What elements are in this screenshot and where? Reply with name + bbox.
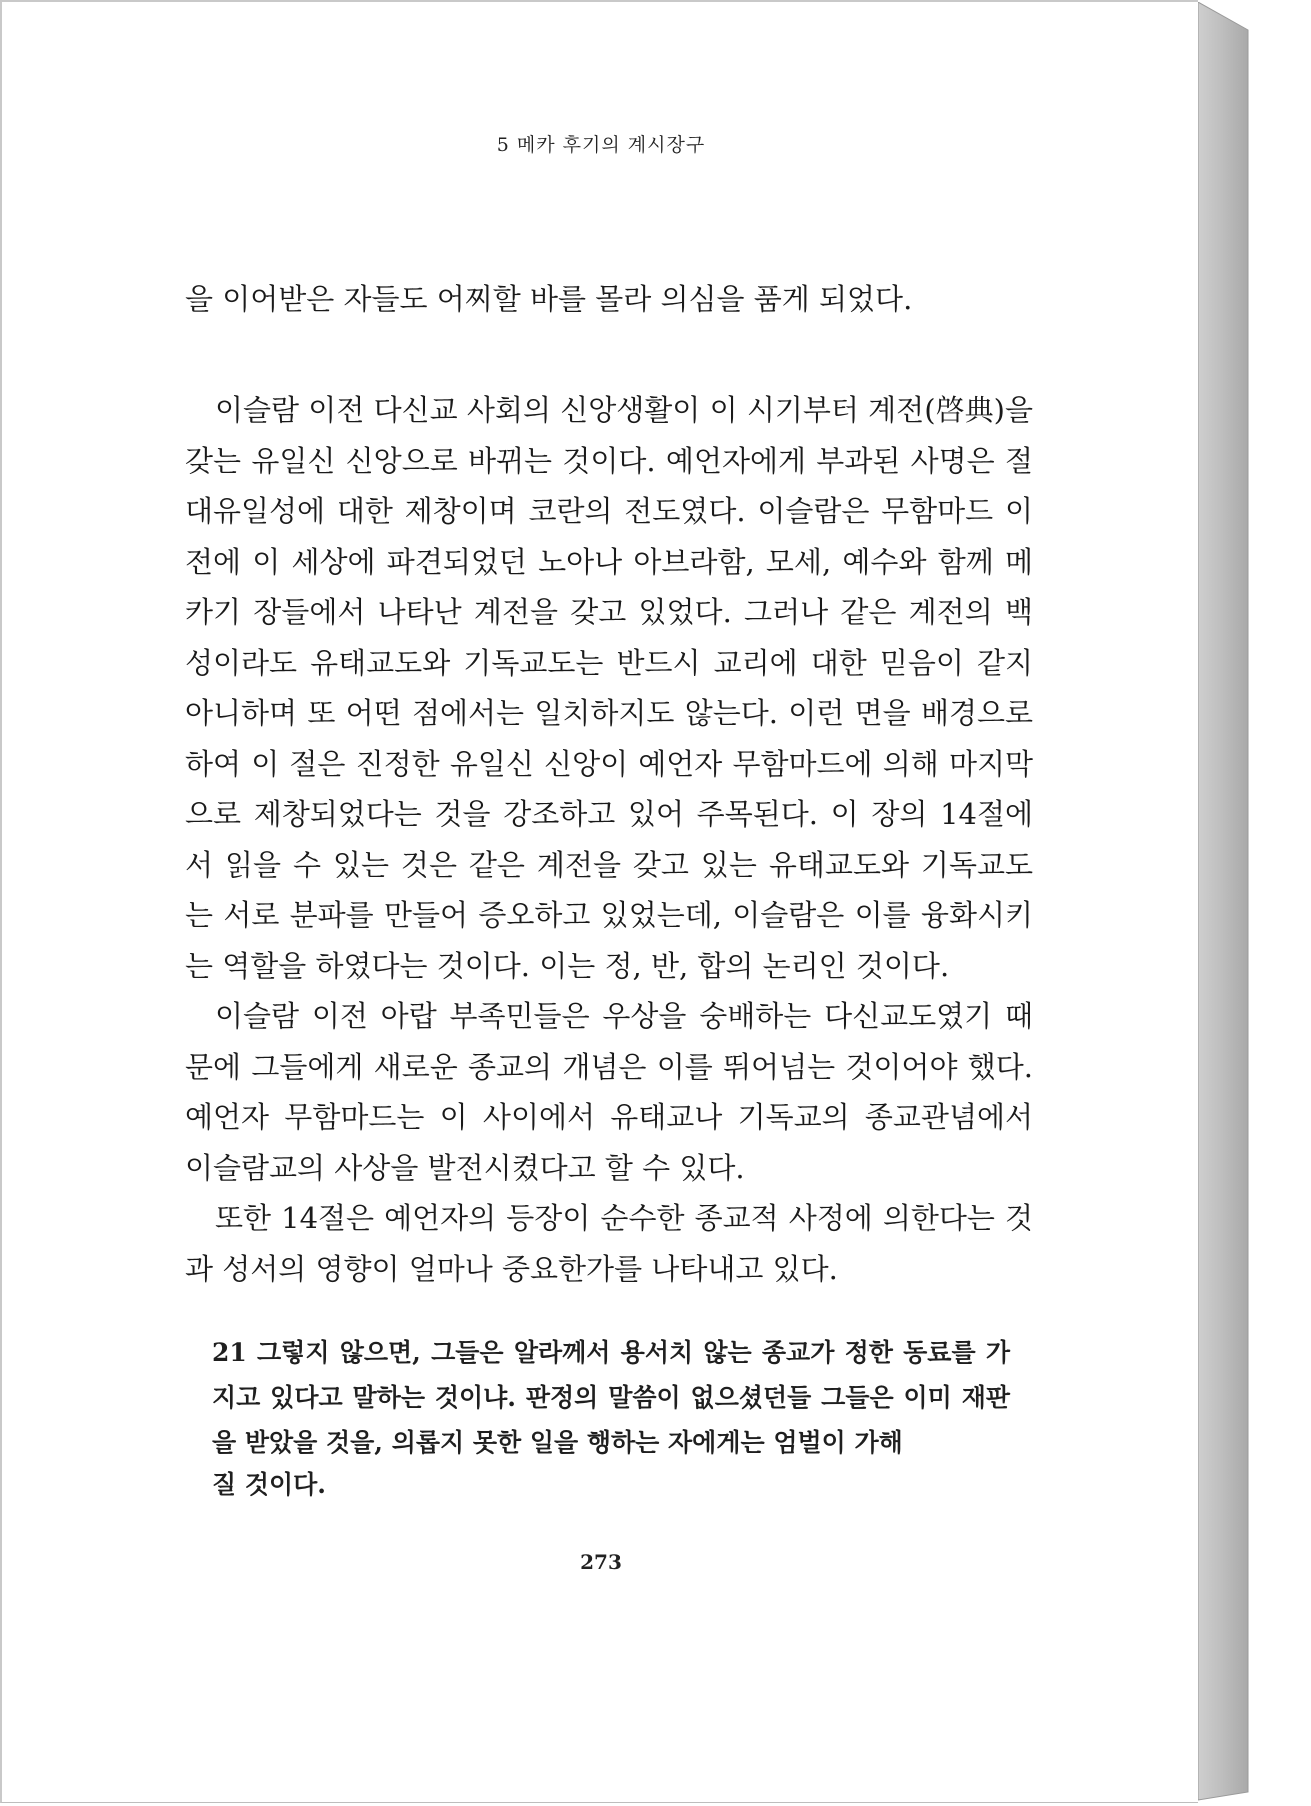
paragraph-2: 이슬람 이전 아랍 부족민들은 우상을 숭배하는 다신교도였기 때문에 그들에게 새로운 종교의 개념은 이를 뛰어넘는 것이어야 했다. 예언자 무함마드는 이 사이에서 유태교나 기독교의 종교관념에서 이슬람교의 사상을 발전시켰다고 할 수 있다. xyxy=(185,999,1033,1185)
continuation-paragraph: 을 이어받은 자들도 어찌할 바를 몰라 의심을 품게 되었다. xyxy=(185,282,913,316)
verse-block xyxy=(212,1330,1010,1465)
running-header: 5 메카 후기의 계시장구 xyxy=(496,134,706,156)
book-spine xyxy=(1198,2,1253,1802)
main-text xyxy=(185,385,1033,1294)
verse-21-last-line: 질 것이다. xyxy=(212,1470,327,1499)
verse-21: 21 그렇지 않으면, 그들은 알라께서 용서치 않는 종교가 정한 동료를 가지고 있다고 말하는 것이냐. 판정의 말씀이 없으셨던들 그들은 이미 재판을 받았을 것을, 의롭지 못한 일을 행하는 자에게는 엄벌이 가해 xyxy=(212,1338,1010,1457)
continuation-text xyxy=(185,274,1033,325)
paragraph-3: 또한 14절은 예언자의 등장이 순수한 종교적 사정에 의한다는 것과 성서의 영향이 얼마나 중요한가를 나타내고 있다. xyxy=(185,1201,1033,1286)
book-spine-shape xyxy=(1198,2,1253,1802)
page-number: 273 xyxy=(580,1550,622,1574)
paragraph-1: 이슬람 이전 다신교 사회의 신앙생활이 이 시기부터 계전(啓典)을 갖는 유일신 신앙으로 바뀌는 것이다. 예언자에게 부과된 사명은 절대유일성에 대한 제창이며 코란의 전도였다. 이슬람은 무함마드 이전에 이 세상에 파견되었던 노아나 아브라함, 모세, 예수와 함께 메카기 장들에서 나타난 계전을 갖고 있었다. 그러나 같은 계전의 백성이라도 유태교도와 기독교도는 반드시 교리에 대한 믿음이 같지 아니하며 또 어떤 점에서는 일치하지도 않는다. 이런 면을 배경으로 하여 이 절은 진정한 유일신 신앙이 예언자 무함마드에 의해 마지막으로 제창되었다는 것을 강조하고 있어 주목된다. 이 장의 14절에서 읽을 수 있는 것은 같은 계전을 갖고 있는 유태교도와 기독교도는 서로 분파를 만들어 증오하고 있었는데, 이슬람은 이를 융화시키는 역할을 하였다는 것이다. 이는 정, 반, 합의 논리인 것이다. xyxy=(185,393,1033,983)
